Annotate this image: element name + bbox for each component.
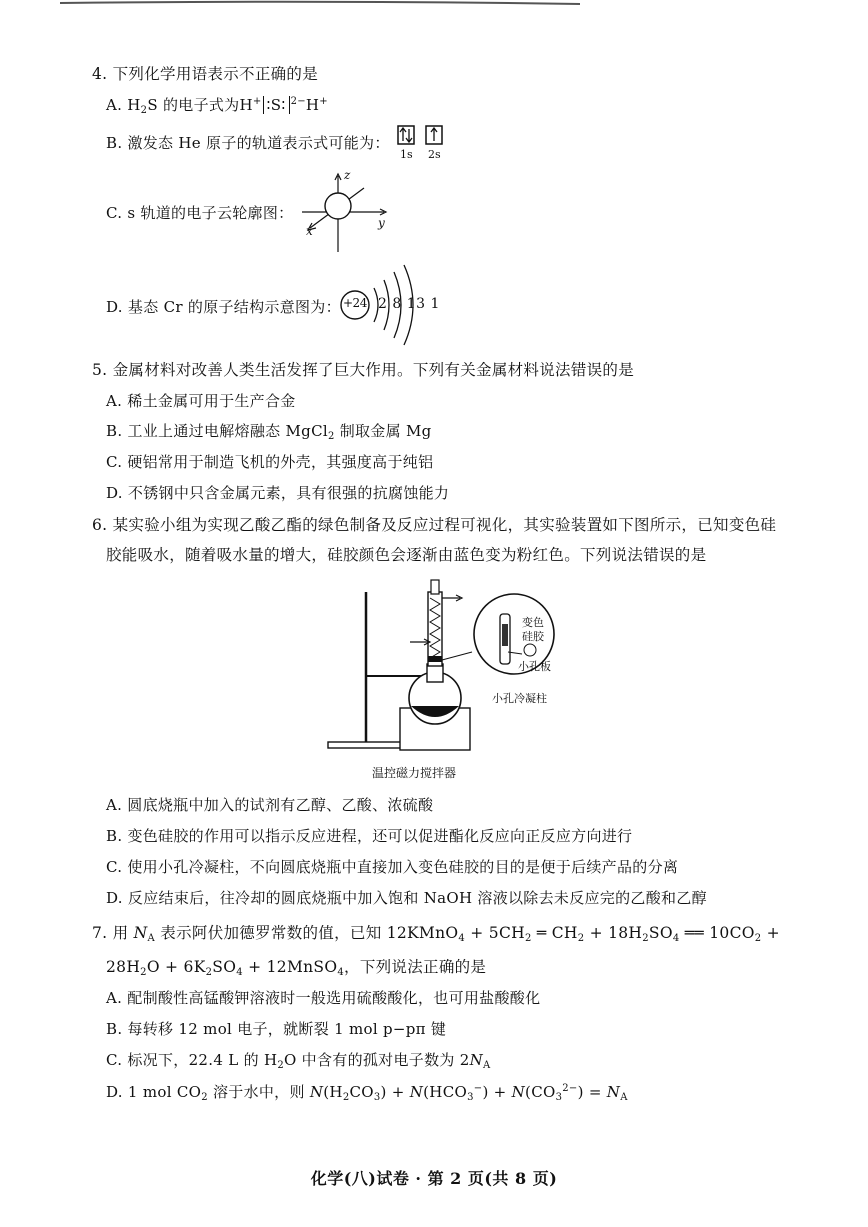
q7-stem-line2: $28H_2O + 6K_2SO_4$ + 12MnSO$_4$，下列说法正确的是 (106, 958, 487, 978)
label-condenser-column: 小孔冷凝柱 (492, 692, 547, 705)
nucleus-label: +24 (343, 296, 367, 310)
q5-option-b: B. 工业上通过电解熔融态 MgCl$_2$ 制取金属 Mg (106, 422, 432, 442)
q5-option-d: D. 不锈钢中只含金属元素，具有很强的抗腐蚀能力 (106, 484, 450, 502)
q5-stem: 5. 金属材料对改善人类生活发挥了巨大作用。下列有关金属材料说法错误的是 (92, 361, 635, 379)
q6-option-a: A. 圆底烧瓶中加入的试剂有乙醇、乙酸、浓硫酸 (106, 796, 434, 814)
axis-label-y: y (378, 216, 385, 230)
q4-stem: 4. 下列化学用语表示不正确的是 (92, 65, 319, 83)
q6-option-d: D. 反应结束后，往冷却的圆底烧瓶中加入饱和 NaOH 溶液以除去未反应完的乙酸和乙醇 (106, 889, 707, 907)
electron-dot-bracket: ∶S∶ (263, 96, 290, 114)
axis-label-z: z (344, 168, 351, 182)
orbital-label-1s: 1s (400, 148, 413, 161)
scan-edge-mark (60, 0, 580, 8)
q7-option-a: A. 配制酸性高锰酸钾溶液时一般选用硫酸酸化，也可用盐酸酸化 (106, 989, 541, 1007)
orbital-label-2s: 2s (428, 148, 441, 161)
page-footer: 化学(八)试卷 · 第 2 页(共 8 页) (310, 1169, 558, 1188)
label-color-gel-2: 硅胶 (522, 630, 544, 643)
q7-option-b: B. 每转移 12 mol 电子，就断裂 1 mol p−pπ 键 (106, 1020, 447, 1038)
q6-option-b: B. 变色硅胶的作用可以指示反应进程，还可以促进酯化反应向正反应方向进行 (106, 827, 633, 845)
q4-option-a: A. $H_2S$ 的电子式为H+ ∶S∶ $^{2-}$H+ (106, 96, 328, 116)
q5-option-c: C. 硬铝常用于制造飞机的外壳，其强度高于纯铝 (106, 453, 434, 471)
axis-label-x: x (306, 224, 313, 238)
q4-option-b: B. 激发态 He 原子的轨道表示式可能为： (106, 134, 390, 152)
q7-stem-line1: 7. 用 $N_A$ 表示阿伏加德罗常数的值，已知 12KMnO$_4$ + $5CH_2$ ═ $CH_2 + 18H_2SO_4$ ══ $10CO_2$ + (92, 924, 780, 944)
q4-option-d: D. 基态 Cr 的原子结构示意图为： (106, 298, 341, 316)
q7-option-d: D. 1 mol $CO_2$ 溶于水中，则 $N(H_2CO_3) + N(HCO_3^-) + N(CO_3^{2-}) = N_A$ (106, 1083, 628, 1103)
label-perforated-plate: 小孔板 (518, 660, 551, 673)
electron-shells-label: 2 8 13 1 (378, 296, 440, 312)
q7-option-c: C. 标况下，22.4 L 的 $H_2O$ 中含有的孤对电子数为 $2N_A$ (106, 1051, 491, 1071)
q4-option-c: C. s 轨道的电子云轮廓图： (106, 204, 294, 222)
label-color-gel-1: 变色 (522, 616, 544, 629)
q6-stem-line2: 胶能吸水，随着吸水量的增大，硅胶颜色会逐渐由蓝色变为粉红色。下列说法错误的是 (106, 546, 707, 564)
q6-stem-line1: 6. 某实验小组为实现乙酸乙酯的绿色制备及反应过程可视化，其实验装置如下图所示，已知变色硅 (92, 516, 777, 534)
label-magnetic-stirrer: 温控磁力搅拌器 (372, 766, 457, 780)
q5-option-a: A. 稀土金属可用于生产合金 (106, 392, 296, 410)
q6-option-c: C. 使用小孔冷凝柱，不向圆底烧瓶中直接加入变色硅胶的目的是便于后续产品的分离 (106, 858, 679, 876)
